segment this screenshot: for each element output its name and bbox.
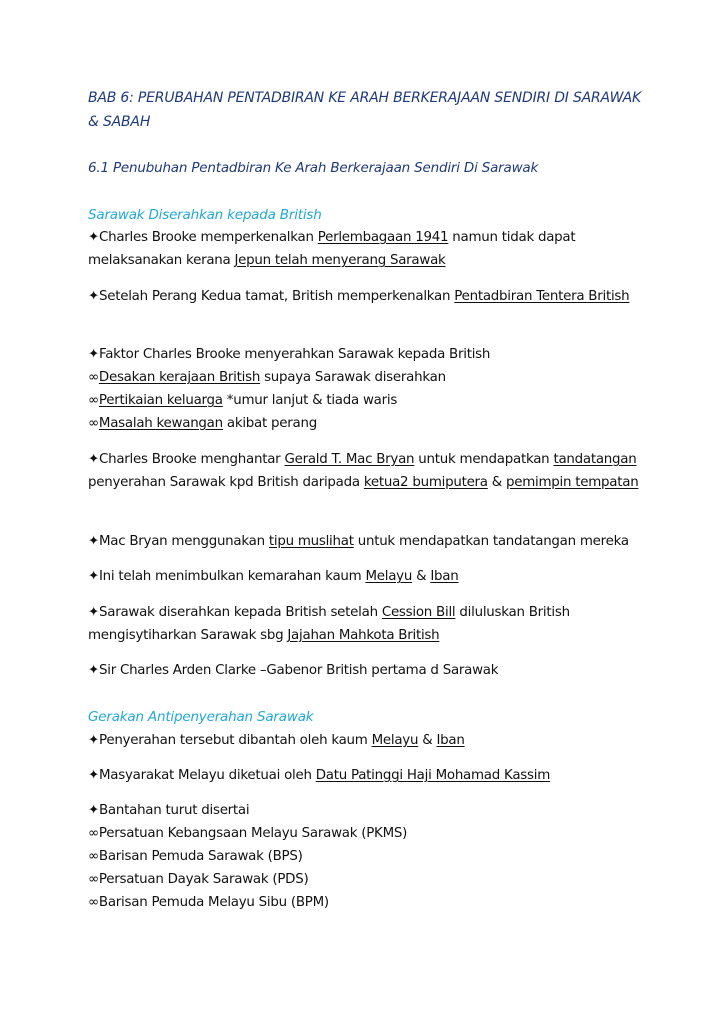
bullet-icon: ✦ (88, 605, 99, 620)
infinity-icon: ∞ (88, 393, 99, 408)
section2-heading: Gerakan Antipenyerahan Sarawak (88, 709, 314, 725)
bullet-icon: ✦ (88, 230, 99, 245)
section1-heading: Sarawak Diserahkan kepada British (88, 207, 322, 223)
infinity-icon: ∞ (88, 416, 99, 431)
paragraph-s1-4: ✦Charles Brooke menghantar Gerald T. Mac Bryan untuk mendapatkan tandatangan penyerahan Sarawak kpd British daripada ketua2 bumiputera & pemimpin tempatan (88, 452, 639, 490)
paragraph-s1-3: ✦Faktor Charles Brooke menyerahkan Sarawak kepada British ∞Desakan kerajaan British supaya Sarawak diserahkan ∞Pertikaian keluarga *umur lanjut & tiada waris ∞Masalah kewangan akibat perang (88, 343, 648, 435)
paragraph-s1-2: ✦Setelah Perang Kedua tamat, British memperkenalkan Pentadbiran Tentera British (88, 289, 630, 304)
list-item: ∞Barisan Pemuda Melayu Sibu (BPM) (88, 895, 329, 910)
list-item: ∞Persatuan Dayak Sarawak (PDS) (88, 872, 309, 887)
list-item: ∞Pertikaian keluarga *umur lanjut & tiada waris (88, 393, 398, 408)
list-item: ∞Desakan kerajaan British supaya Sarawak diserahkan (88, 370, 446, 385)
paragraph-s2-2: ✦Masyarakat Melayu diketuai oleh Datu Patinggi Haji Mohamad Kassim (88, 768, 550, 783)
infinity-icon: ∞ (88, 895, 99, 910)
bullet-icon: ✦ (88, 347, 99, 362)
bullet-icon: ✦ (88, 289, 99, 304)
infinity-icon: ∞ (88, 849, 99, 864)
paragraph-s1-7: ✦Sarawak diserahkan kepada British setelah Cession Bill diluluskan British mengisytiharkan Sarawak sbg Jajahan Mahkota British (88, 605, 570, 643)
bullet-icon: ✦ (88, 803, 99, 818)
bullet-icon: ✦ (88, 733, 99, 748)
chapter-title: BAB 6: PERUBAHAN PENTADBIRAN KE ARAH BERKERAJAAN SENDIRI DI SARAWAK & SABAH (88, 90, 641, 130)
paragraph-s1-8: ✦Sir Charles Arden Clarke –Gabenor British pertama d Sarawak (88, 663, 499, 678)
paragraph-s2-1: ✦Penyerahan tersebut dibantah oleh kaum Melayu & Iban (88, 733, 465, 748)
paragraph-s2-3: ✦Bantahan turut disertai ∞Persatuan Kebangsaan Melayu Sarawak (PKMS) ∞Barisan Pemuda Sarawak (BPS) ∞Persatuan Dayak Sarawak (PDS) ∞Barisan Pemuda Melayu Sibu (BPM) (88, 799, 648, 914)
paragraph-s1-5: ✦Mac Bryan menggunakan tipu muslihat untuk mendapatkan tandatangan mereka (88, 534, 629, 549)
paragraph-s1-1: ✦Charles Brooke memperkenalkan Perlembagaan 1941 namun tidak dapat melaksanakan kerana Jepun telah menyerang Sarawak (88, 230, 576, 268)
bullet-icon: ✦ (88, 663, 99, 678)
infinity-icon: ∞ (88, 872, 99, 887)
paragraph-s1-6: ✦Ini telah menimbulkan kemarahan kaum Melayu & Iban (88, 569, 459, 584)
list-item: ∞Persatuan Kebangsaan Melayu Sarawak (PKMS) (88, 826, 408, 841)
section-subtitle: 6.1 Penubuhan Pentadbiran Ke Arah Berkerajaan Sendiri Di Sarawak (88, 160, 539, 176)
bullet-icon: ✦ (88, 534, 99, 549)
bullet-icon: ✦ (88, 569, 99, 584)
infinity-icon: ∞ (88, 826, 99, 841)
list-item: ∞Masalah kewangan akibat perang (88, 416, 317, 431)
list-item: ∞Barisan Pemuda Sarawak (BPS) (88, 849, 303, 864)
bullet-icon: ✦ (88, 452, 99, 467)
infinity-icon: ∞ (88, 370, 99, 385)
bullet-icon: ✦ (88, 768, 99, 783)
